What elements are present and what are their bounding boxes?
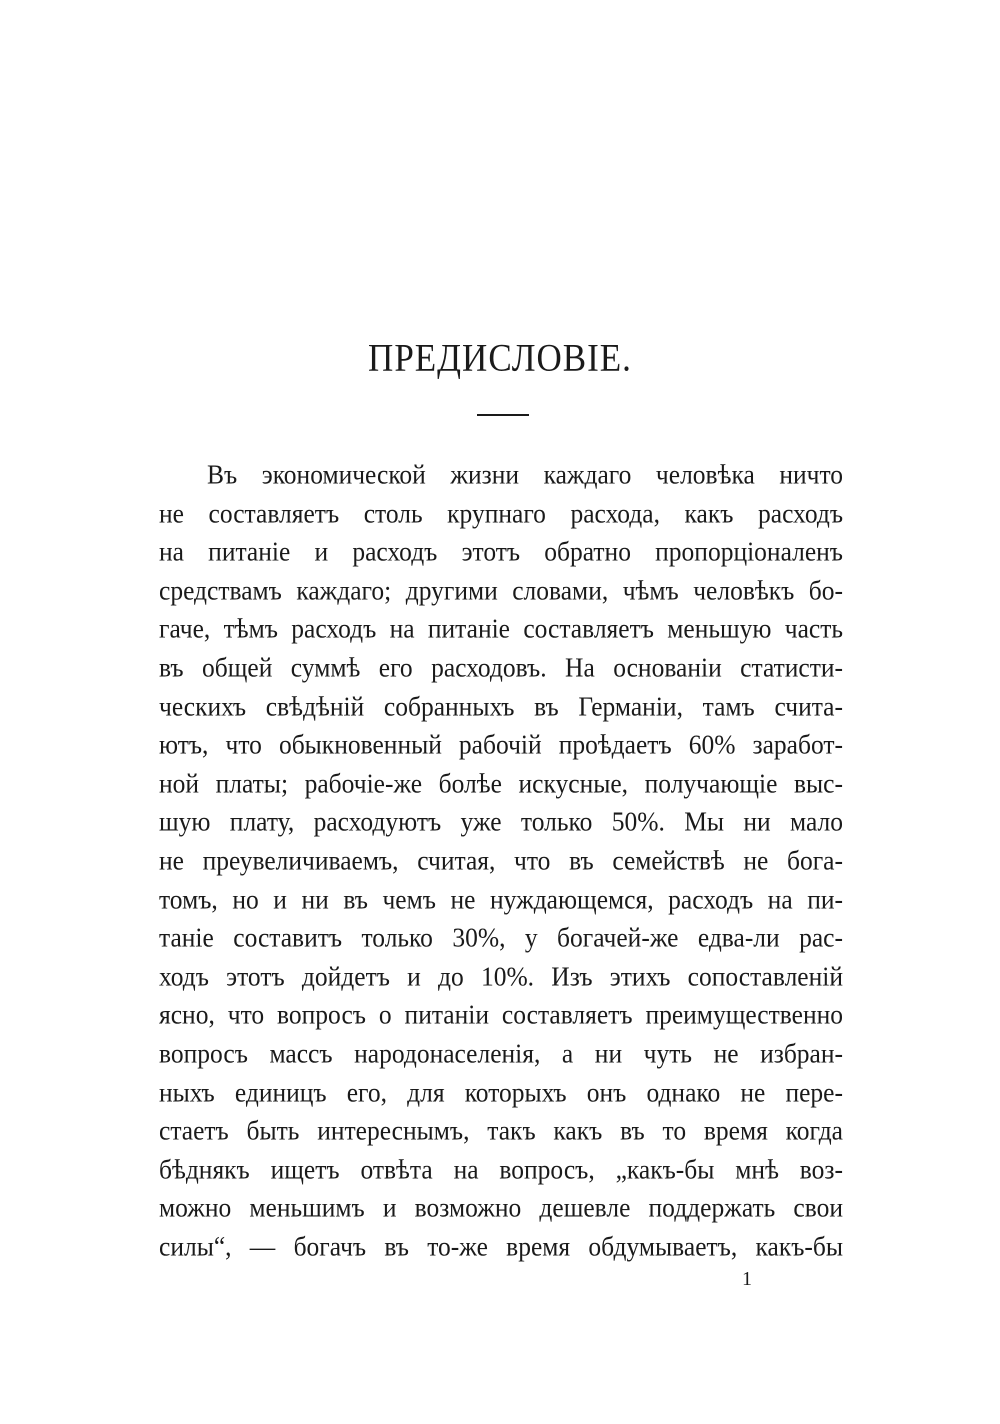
text-line: томъ, но и ни въ чемъ не нуждающемся, расходъ на пи- (159, 883, 843, 915)
text-line: ческихъ свѣдѣнiй собранныхъ въ Германiи, тамъ счита- (159, 690, 843, 722)
text-line: стаетъ быть интереснымъ, такъ какъ въ то время когда (159, 1114, 843, 1147)
text-line: бѣднякъ ищетъ отвѣта на вопросъ, „какъ-бы мнѣ воз- (159, 1153, 843, 1185)
text-line: ной платы; рабочiе-же болѣе искусные, получающiе выс- (159, 767, 843, 799)
text-line: средствамъ каждаго; другими словами, чѣмъ человѣкъ бо- (159, 574, 843, 606)
page-title: ПРЕДИСЛОВIЕ. (368, 335, 632, 380)
text-line: можно меньшимъ и возможно дешевле поддержать свои (159, 1192, 843, 1224)
title-divider (477, 414, 529, 416)
text-line: не составляетъ столь крупнаго расхода, какъ расходъ (159, 497, 843, 529)
preface-body (159, 456, 843, 1266)
text-line: ходъ этотъ дойдетъ и до 10%. Изъ этихъ сопоставленiй (159, 960, 843, 992)
text-line: Въ экономической жизни каждаго человѣка ничто (207, 458, 843, 491)
text-line: ясно, что вопросъ о питанiи составляетъ преимущественно (159, 999, 843, 1031)
text-line: ютъ, что обыкновенный рабочiй проѣдаетъ 60% заработ- (159, 728, 843, 761)
text-line: силы“, — богачъ въ то-же время обдумываетъ, какъ-бы (159, 1230, 843, 1262)
text-line: танiе составитъ только 30%, у богачей-же едва-ли рас- (159, 921, 843, 954)
text-line: ныхъ единицъ его, для которыхъ онъ однако не пере- (159, 1076, 843, 1108)
text-line: шую плату, расходуютъ уже только 50%. Мы ни мало (159, 806, 843, 838)
text-line: гаче, тѣмъ расходъ на питанiе составляетъ меньшую часть (159, 613, 843, 645)
text-line: на питанiе и расходъ этотъ обратно пропорцiоналенъ (159, 535, 843, 568)
text-line: не преувеличиваемъ, считая, что въ семействѣ не бога- (159, 844, 843, 877)
text-line: вопросъ массъ народонаселенiя, а ни чуть не избран- (159, 1037, 843, 1070)
text-line: въ общей суммѣ его расходовъ. На основанiи статисти- (159, 651, 843, 684)
page-number: 1 (742, 1268, 752, 1290)
